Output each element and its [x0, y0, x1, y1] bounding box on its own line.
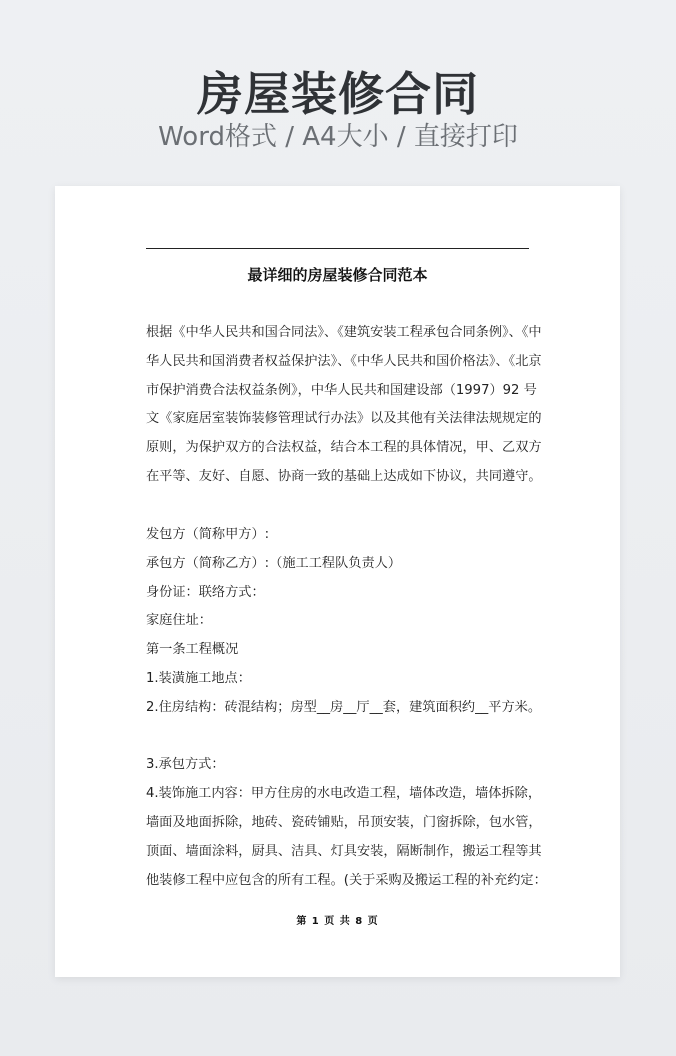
- page-number: 第 1 页 共 8 页: [296, 916, 379, 927]
- contract-clauses: [146, 521, 547, 895]
- intro-line: 文《家庭居室装饰装修管理试行办法》以及其他有关法律法规规定的: [146, 411, 542, 427]
- intro-line: 市保护消费合法权益条例》，中华人民共和国建设部（1997）92 号: [146, 382, 537, 398]
- party-a-line: 发包方（简称甲方）:: [146, 527, 270, 542]
- item-2-line: 2.住房结构：砖混结构；房型__房__厅__套，建筑面积约__平方米。: [146, 699, 542, 715]
- item-4-line: 他装修工程中应包含的所有工程。(关于采购及搬运工程的补充约定：: [146, 872, 547, 888]
- paragraph-gap: [146, 723, 531, 752]
- article-1-heading: 第一条工程概况: [146, 642, 239, 658]
- item-4-line: 4.装饰施工内容：甲方住房的水电改造工程，墙体改造，墙体拆除，: [146, 786, 542, 802]
- intro-line: 华人民共和国消费者权益保护法》、《中华人民共和国价格法》、《北京: [146, 353, 542, 369]
- intro-line: 原则，为保护双方的合法权益，结合本工程的具体情况，甲、乙双方: [146, 440, 542, 456]
- home-address-line: 家庭住址：: [146, 613, 212, 629]
- document-page: [55, 186, 620, 977]
- item-4-line: 墙面及地面拆除，地砖、瓷砖铺贴，吊顶安装，门窗拆除，包水管，: [146, 814, 542, 830]
- banner-title: 房屋装修合同: [197, 67, 479, 121]
- party-b-line: 承包方（简称乙方）:（施工工程队负责人）: [146, 555, 402, 571]
- header-rule: [146, 248, 529, 249]
- intro-line: 在平等、友好、自愿、协商一致的基础上达成如下协议，共同遵守。: [146, 468, 542, 484]
- document-title: 最详细的房屋装修合同范本: [247, 266, 428, 284]
- intro-line: 根据《中华人民共和国合同法》、《建筑安装工程承包合同条例》、《中: [146, 325, 542, 340]
- id-contact-line: 身份证：联络方式：: [146, 584, 265, 600]
- banner-subtitle: Word格式 / A4大小 / 直接打印: [158, 122, 518, 152]
- item-1-line: 1.装潢施工地点：: [146, 670, 251, 686]
- intro-paragraph: [146, 319, 542, 492]
- item-4-line: 顶面、墙面涂料，厨具、洁具、灯具安装，隔断制作，搬运工程等其: [146, 843, 542, 859]
- item-3-line: 3.承包方式：: [146, 757, 225, 773]
